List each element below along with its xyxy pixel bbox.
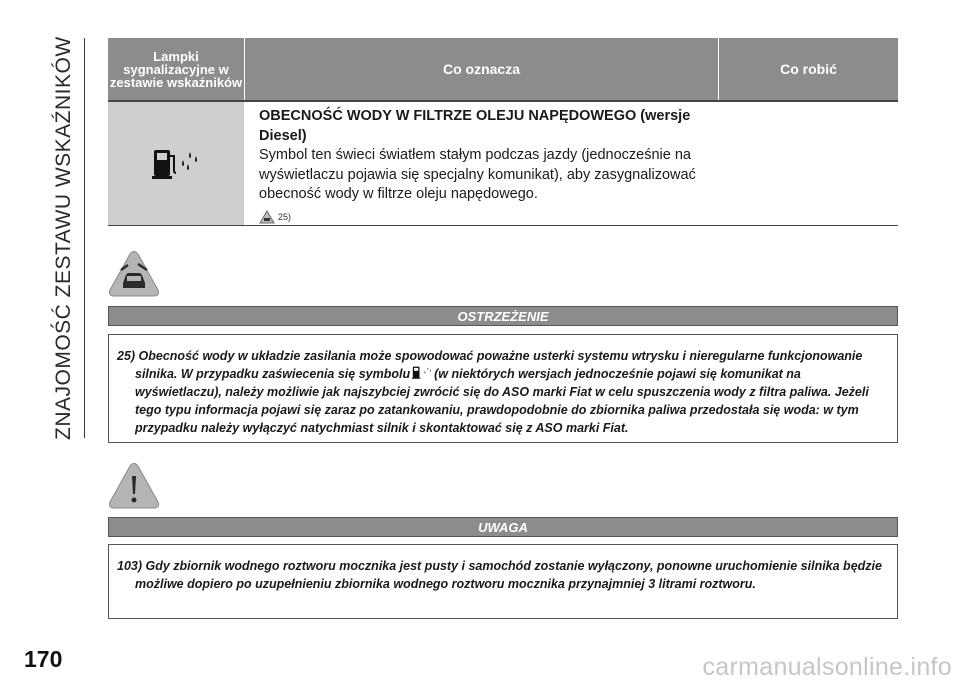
caution-text: 103) Gdy zbiornik wodnego roztworu mocznika jest pusty i samochód zostanie wyłączony, ponowne uruchomienie silnika będzie możliwe dopiero po uzupełnieniu zbiornika wodnego roztworu mocznika przynajmniej 3 litrami roztworu. <box>117 559 882 591</box>
car-warning-icon <box>108 250 160 298</box>
caution-box <box>108 544 898 619</box>
table-rule <box>108 225 898 226</box>
caution-label-bar: UWAGA <box>108 517 898 537</box>
fuel-water-icon <box>412 365 432 380</box>
page-number: 170 <box>24 646 63 672</box>
sidebar-divider <box>84 38 85 438</box>
warning-label-bar: OSTRZEŻENIE <box>108 306 898 326</box>
fuel-water-icon <box>152 146 200 182</box>
car-warning-icon <box>259 210 275 224</box>
indicator-description <box>259 107 729 227</box>
section-title: ZNAJOMOŚĆ ZESTAWU WSKAŹNIKÓW <box>52 36 75 440</box>
reference-number: 25) <box>278 211 292 222</box>
header-meaning: Co oznacza <box>245 38 718 100</box>
exclamation-warning-icon <box>108 462 160 510</box>
warning-box <box>108 334 898 443</box>
warning-text: 25) Obecność wody w układzie zasilania może spowodować poważne usterki systemu wtrysku i nieregularne funkcjonowanie silnika. W przypadku zaświecenia się symbolu (w niektórych wersjach jednocześnie pojawi się komunikat na wyświetlaczu), należy możliwie jak najszybciej zwrócić się do ASO marki Fiat w celu spuszczenia wody z filtra paliwa. Jeżeli tego typu informacja pojawi się zaraz po zatankowaniu, prawdopodobnie do zbiornika paliwa przedostała się woda: w tym przypadku należy wyłączyć natychmiast silnik i skontaktować się z ASO marki Fiat. <box>117 349 869 435</box>
header-indicator-lamps: Lampki sygnalizacyjne w zestawie wskaźników <box>108 38 244 100</box>
table-header <box>108 38 898 100</box>
header-action: Co robić <box>719 38 898 100</box>
watermark: carmanualsonline.info <box>702 653 952 681</box>
indicator-title: OBECNOŚĆ WODY W FILTRZE OLEJU NAPĘDOWEGO (wersje Diesel) <box>259 108 691 144</box>
indicator-text: Symbol ten świeci światłem stałym podczas jazdy (jednocześnie na wyświetlaczu pojawia się specjalny komunikat), aby zasygnalizować obecność wody w filtrze oleju napędowego. <box>259 147 696 202</box>
indicator-icon-cell <box>108 102 244 225</box>
